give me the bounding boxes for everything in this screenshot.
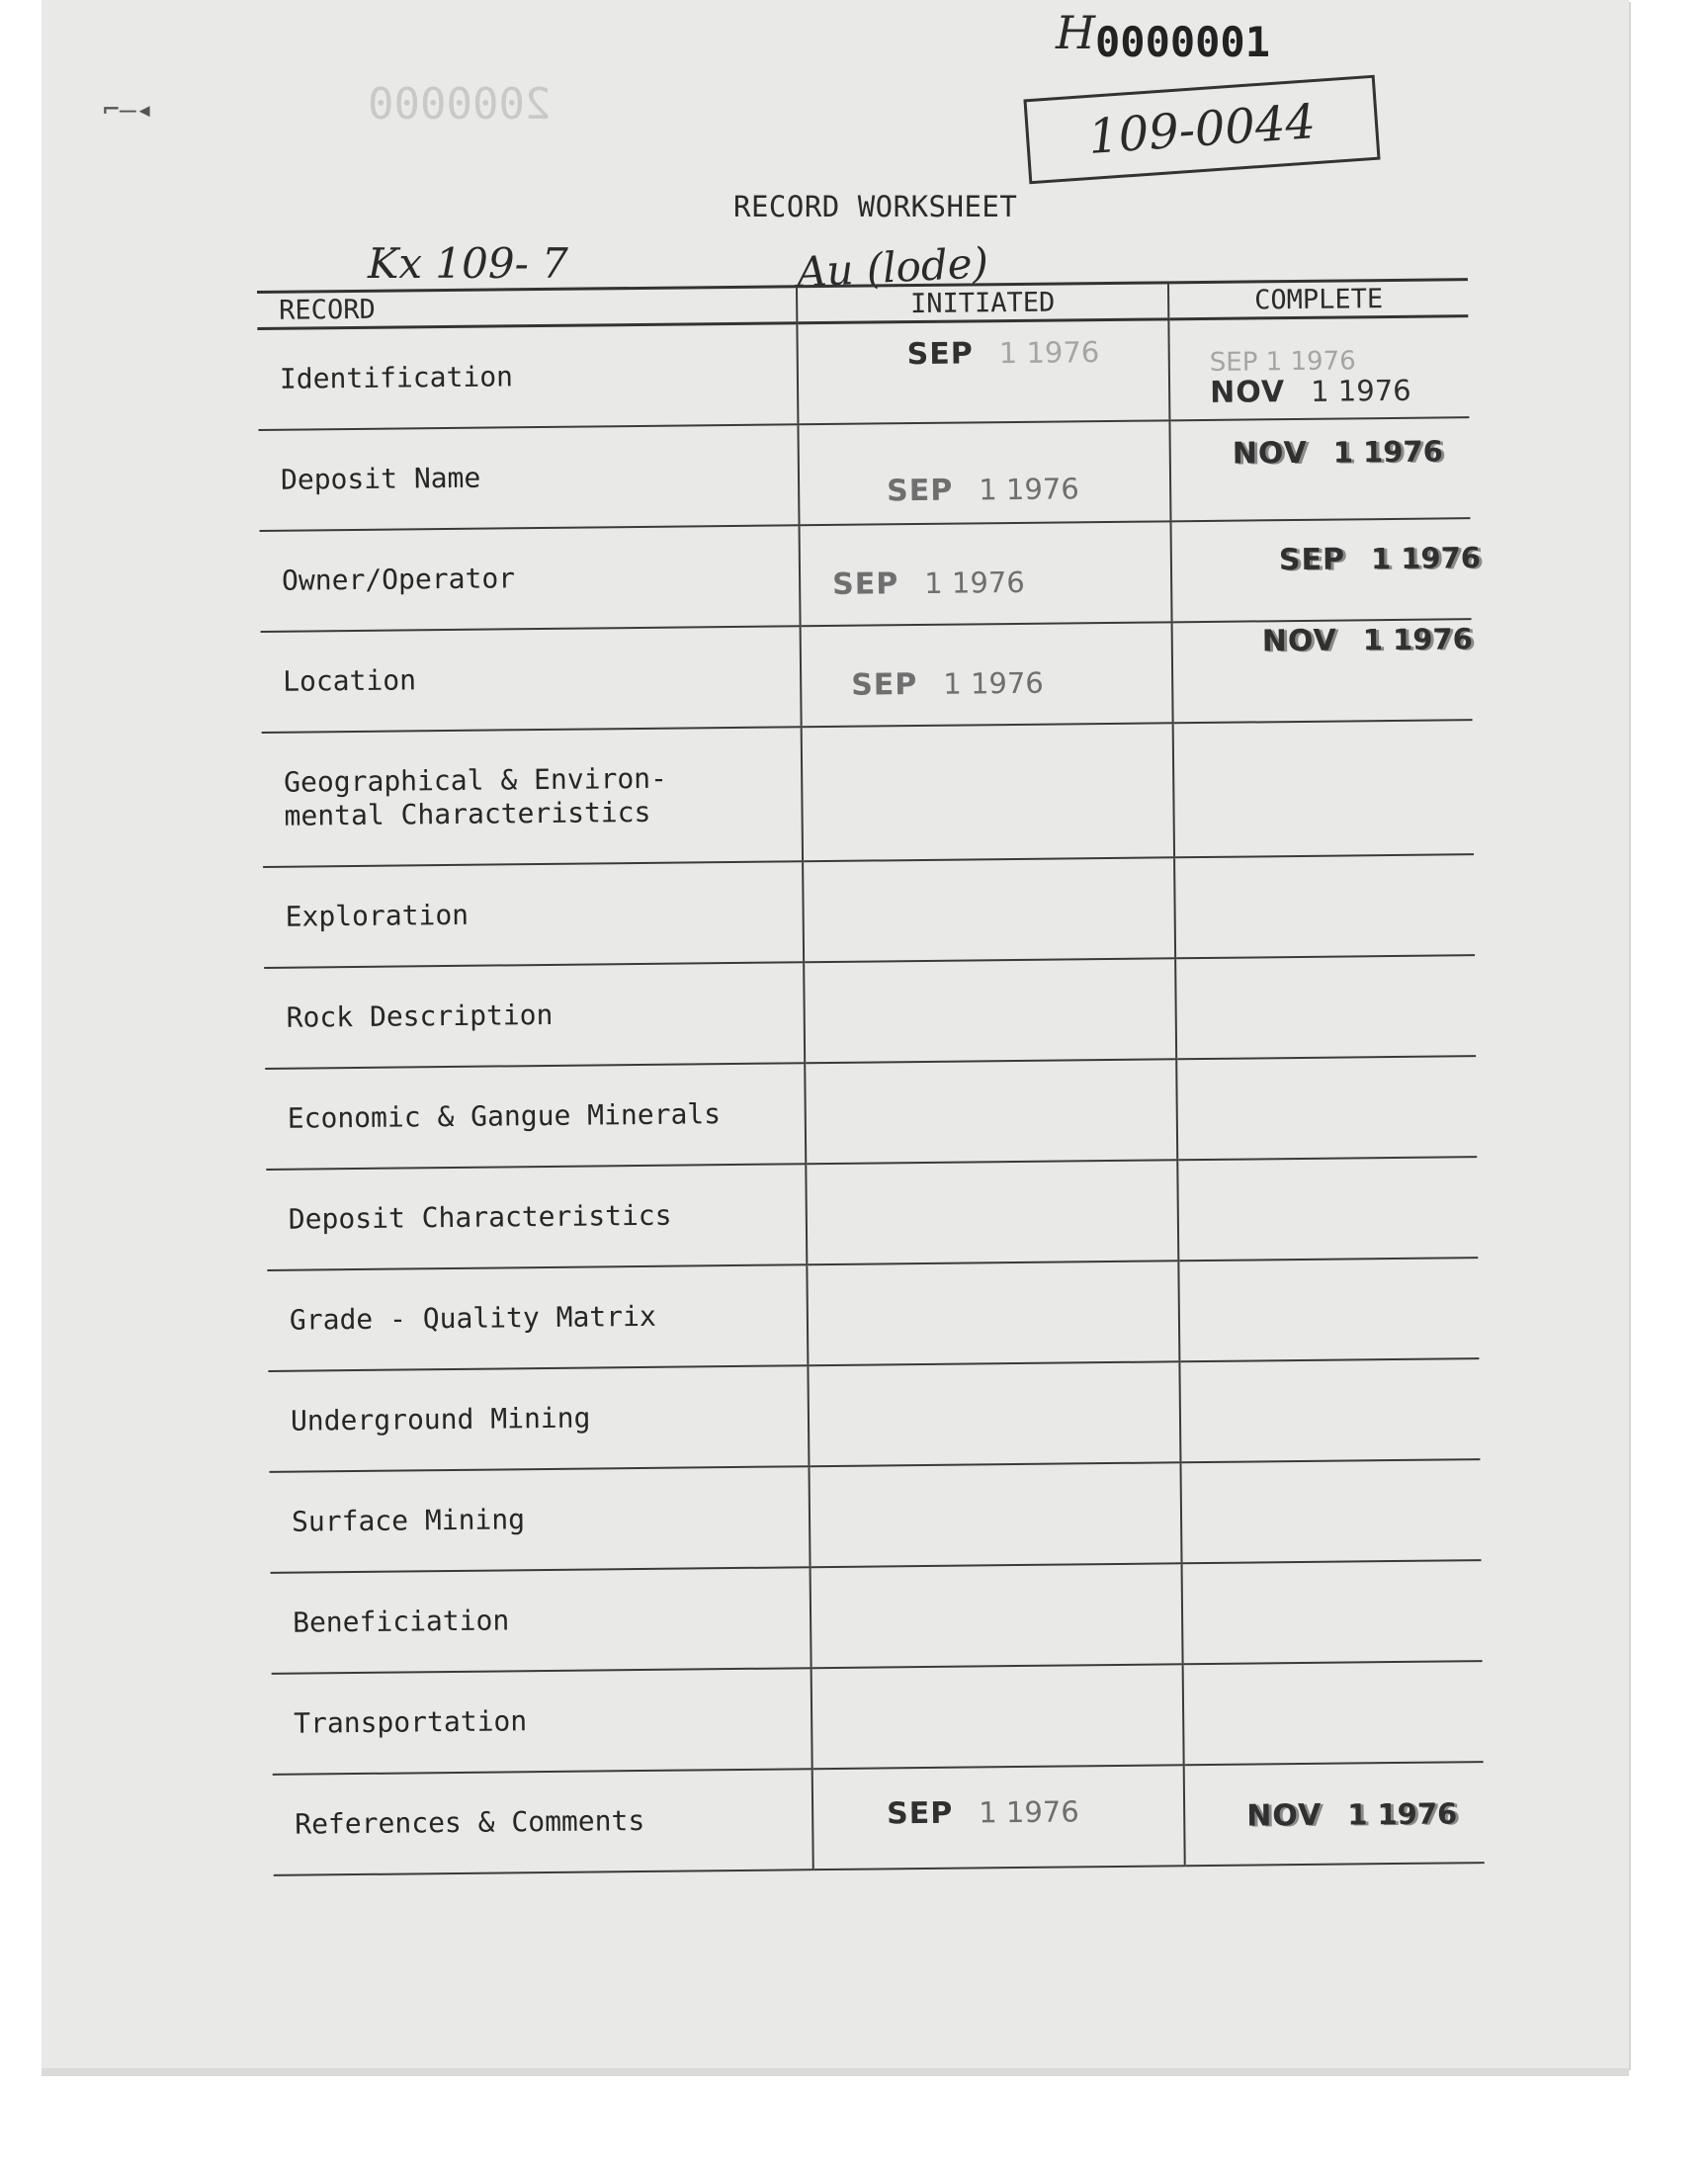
stamp-day-year: 1 1976 bbox=[979, 1794, 1079, 1830]
complete-cell bbox=[1172, 619, 1473, 723]
stamp-month: SEP bbox=[886, 1795, 954, 1832]
record-name: Exploration bbox=[263, 861, 804, 968]
initiated-cell bbox=[800, 521, 1172, 626]
record-name: Identification bbox=[257, 323, 798, 430]
record-name: Underground Mining bbox=[268, 1365, 809, 1472]
date-stamp bbox=[1262, 622, 1473, 658]
stamp-month: NOV bbox=[1209, 375, 1286, 410]
record-name: References & Comments bbox=[273, 1769, 813, 1875]
record-name: Geographical & Environ- mental Characteristics bbox=[262, 727, 803, 867]
record-name: Transportation bbox=[272, 1668, 812, 1775]
table-row bbox=[263, 854, 1475, 968]
table-row bbox=[270, 1459, 1482, 1573]
date-stamp bbox=[832, 566, 1025, 602]
handwritten-prefix: H bbox=[1056, 6, 1096, 59]
complete-cell bbox=[1179, 1358, 1480, 1462]
initiated-cell bbox=[798, 420, 1170, 525]
stamp-day-year: 1 1976 bbox=[924, 565, 1025, 600]
stamp-month: SEP bbox=[906, 336, 974, 373]
complete-cell bbox=[1169, 417, 1470, 521]
header-record: RECORD bbox=[257, 287, 797, 329]
initiated-cell bbox=[806, 1160, 1178, 1264]
initiated-cell bbox=[797, 319, 1169, 424]
date-stamp bbox=[851, 666, 1044, 703]
complete-cell bbox=[1182, 1560, 1483, 1664]
initiated-cell bbox=[809, 1462, 1181, 1567]
header-complete: COMPLETE bbox=[1168, 280, 1468, 319]
complete-cell bbox=[1177, 1157, 1478, 1261]
stamp-month: SEP bbox=[851, 667, 918, 703]
table-row bbox=[257, 316, 1469, 430]
record-name: Beneficiation bbox=[271, 1567, 811, 1674]
record-name: Grade - Quality Matrix bbox=[267, 1264, 808, 1371]
table-row bbox=[260, 518, 1472, 632]
initiated-cell bbox=[807, 1261, 1179, 1365]
table-row bbox=[265, 1056, 1477, 1170]
initiated-cell bbox=[802, 723, 1174, 861]
initiated-cell bbox=[803, 857, 1175, 962]
ghost-document-number: 2000000 bbox=[368, 79, 552, 130]
handwritten-commodity: Au (lode) bbox=[795, 237, 990, 298]
record-name: Owner/Operator bbox=[260, 525, 801, 632]
record-name: Rock Description bbox=[264, 962, 805, 1069]
stamp-month: SEP bbox=[1278, 542, 1346, 578]
date-stamp bbox=[1210, 374, 1411, 410]
stamp-day-year: 1 1976 bbox=[998, 335, 1100, 371]
table-row bbox=[261, 619, 1473, 733]
header-initiated: INITIATED bbox=[797, 283, 1168, 323]
record-name: Deposit Name bbox=[258, 424, 799, 531]
stamp-month: SEP bbox=[886, 473, 954, 509]
document-stamp-number: 0000001 bbox=[1095, 18, 1271, 66]
boxed-record-number-text: 109-0044 bbox=[1086, 94, 1318, 165]
stamp-day-year: 1 1976 bbox=[943, 665, 1044, 701]
date-stamp bbox=[887, 1794, 1079, 1831]
stamp-month: NOV bbox=[1261, 623, 1337, 659]
initiated-cell bbox=[801, 622, 1173, 727]
initiated-cell bbox=[808, 1361, 1180, 1466]
record-name: Location bbox=[261, 626, 802, 733]
table-row bbox=[273, 1762, 1485, 1875]
complete-cell bbox=[1168, 316, 1469, 421]
stamp-day-year: 1 1976 bbox=[1332, 434, 1443, 470]
complete-cell bbox=[1176, 1056, 1477, 1160]
complete-cell bbox=[1178, 1258, 1479, 1361]
page-edge bbox=[42, 2068, 1629, 2076]
table-row bbox=[271, 1560, 1483, 1674]
complete-cell bbox=[1170, 518, 1482, 622]
table-row bbox=[268, 1358, 1480, 1472]
stamp-day-year: 1 1976 bbox=[1310, 373, 1411, 408]
complete-cell bbox=[1173, 720, 1474, 857]
table-row bbox=[272, 1661, 1484, 1775]
initiated-cell bbox=[804, 958, 1176, 1063]
date-stamp bbox=[887, 472, 1079, 508]
date-stamp bbox=[907, 335, 1100, 372]
stamp-day-year: 1 1976 bbox=[1362, 622, 1473, 657]
table-row bbox=[258, 417, 1470, 531]
table-row bbox=[262, 720, 1474, 867]
complete-cell bbox=[1175, 955, 1476, 1059]
record-name: Economic & Gangue Minerals bbox=[265, 1063, 806, 1170]
date-stamp bbox=[1279, 541, 1481, 577]
complete-cell bbox=[1180, 1459, 1481, 1563]
record-name: Deposit Characteristics bbox=[266, 1164, 807, 1270]
stamp-day-year: 1 1976 bbox=[979, 472, 1079, 507]
record-name: Surface Mining bbox=[270, 1466, 811, 1573]
complete-cell bbox=[1174, 854, 1475, 958]
page-title: RECORD WORKSHEET bbox=[733, 190, 1018, 223]
table-row bbox=[267, 1258, 1479, 1371]
handwritten-deposit-id: Kx 109- 7 bbox=[368, 239, 568, 288]
stamp-month: SEP bbox=[831, 566, 899, 602]
initiated-cell bbox=[812, 1765, 1185, 1870]
initiated-cell bbox=[805, 1059, 1177, 1164]
initiated-cell bbox=[811, 1563, 1183, 1668]
table-row bbox=[266, 1157, 1478, 1270]
complete-cell bbox=[1184, 1762, 1485, 1866]
complete-cell bbox=[1183, 1661, 1484, 1765]
stamp-day-year: 1 1976 bbox=[1370, 541, 1482, 576]
ghost-date-stamp: SEP 1 1976 bbox=[1209, 346, 1356, 378]
margin-mark: ⌐–◂ bbox=[103, 93, 153, 126]
date-stamp bbox=[1246, 1796, 1457, 1833]
stamp-day-year: 1 1976 bbox=[1347, 1796, 1458, 1832]
stamp-month: NOV bbox=[1232, 435, 1308, 472]
table-row bbox=[264, 955, 1476, 1069]
initiated-cell bbox=[811, 1664, 1184, 1769]
date-stamp bbox=[1233, 434, 1443, 471]
stamp-month: NOV bbox=[1246, 1797, 1323, 1834]
record-worksheet-table bbox=[257, 278, 1485, 1876]
